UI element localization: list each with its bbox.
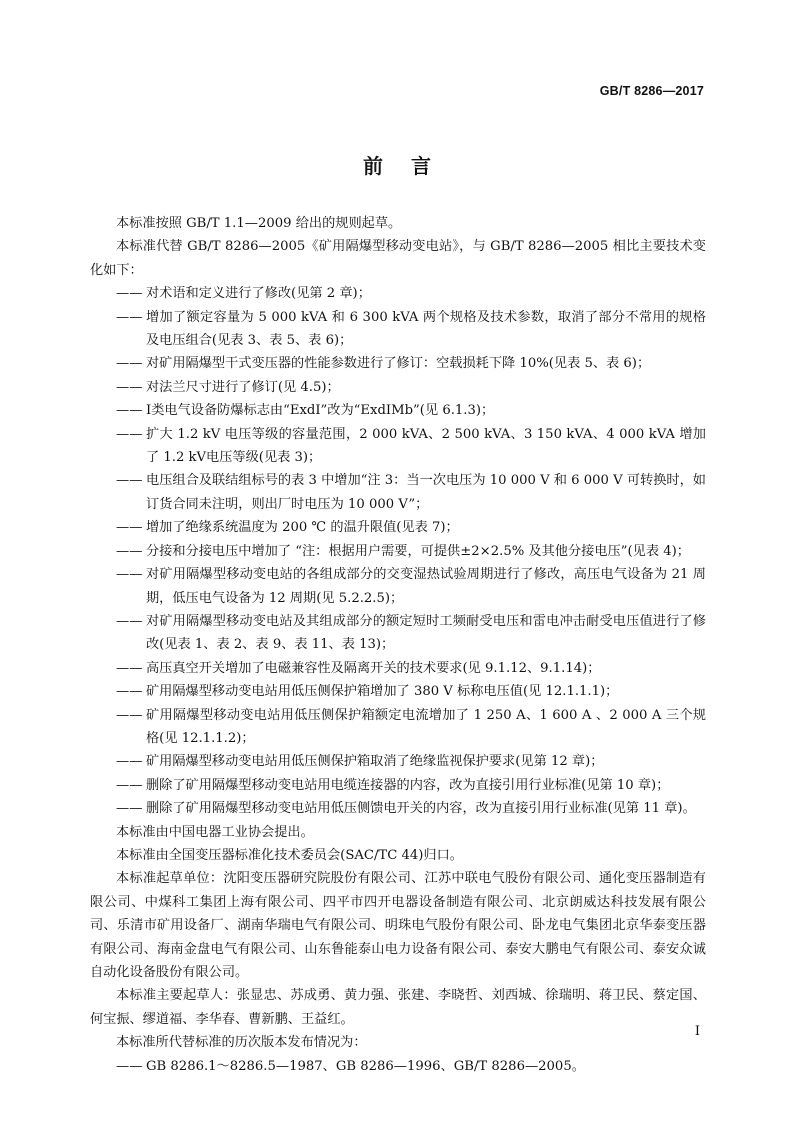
change-text: 对矿用隔爆型移动变电站及其组成部分的额定短时工频耐受电压和雷电冲击耐受电压值进行了修改(见表 1、表 2、表 9、表 11、表 13)； [146,613,706,653]
dash-mark: —— [116,309,143,325]
change-item [90,306,706,353]
change-text: 矿用隔爆型移动变电站用低压侧保护箱增加了 380 V 标称电压值(见 12.1.1.1)； [146,684,619,700]
change-item [90,657,706,680]
dash-mark: —— [116,801,143,817]
change-item [90,516,706,539]
change-text: 增加了额定容量为 5 000 kVA 和 6 300 kVA 两个规格及技术参数，取消了部分不常用的规格及电压组合(见表 3、表 5、表 6)； [146,309,706,349]
change-item [90,797,706,820]
change-item [90,774,706,797]
change-text: Ⅰ类电气设备防爆标志由“ExdⅠ”改为“ExdⅠMb”(见 6.1.3)； [146,403,495,419]
dash-mark: —— [116,356,143,372]
history-text: GB 8286.1～8286.5—1987、GB 8286—1996、GB/T 8286—2005。 [146,1058,585,1074]
dash-mark: —— [116,754,143,770]
dash-mark: —— [116,613,143,629]
change-text: 矿用隔爆型移动变电站用低压侧保护箱额定电流增加了 1 250 A、1 600 A 、2 000 A 三个规格(见 12.1.1.2)； [146,707,706,746]
change-text: 高压真空开关增加了电磁兼容性及隔离开关的技术要求(见 9.1.12、9.1.14)； [146,660,601,676]
change-text: 对术语和定义进行了修改(见第 2 章)； [146,286,371,302]
change-item [90,704,706,751]
change-item [90,610,706,657]
drafting-units: 本标准起草单位：沈阳变压器研究院股份有限公司、江苏中联电气股份有限公司、通化变压器制造有限公司、中煤科工集团上海有限公司、四平市四开电器设备制造有限公司、北京朗威达科技发展有限公司、乐清市矿用设备厂、湖南华瑞电气有限公司、明珠电气股份有限公司、卧龙电气集团北京华泰变压器有限公司、海南金盘电气有限公司、山东鲁能泰山电力设备有限公司、泰安大鹏电气有限公司、泰安众诚自动化设备股份有限公司。 [90,871,706,980]
change-item [90,563,706,610]
change-text: 对矿用隔爆型移动变电站的各组成部分的交变湿热试验周期进行了修改，高压电气设备为 21 周期，低压电气设备为 12 周期(见 5.2.2.5)； [146,567,706,606]
paragraph: 本标准所代替标准的历次版本发布情况为： [116,1035,367,1051]
dash-mark: —— [116,684,143,700]
change-item [90,282,706,305]
standard-code: GB/T 8286—2017 [599,84,704,98]
change-item [90,540,706,563]
dash-mark: —— [116,473,143,489]
change-text: 增加了绝缘系统温度为 200 ℃ 的温升限值(见表 7)； [146,520,459,536]
dash-mark: —— [116,379,143,395]
dash-mark: —— [116,520,143,536]
dash-mark: —— [116,1058,143,1074]
change-item [90,680,706,703]
change-text: 对矿用隔爆型干式变压器的性能参数进行了修订：空载损耗下降 10%(见表 5、表 6)； [146,356,651,372]
change-item [90,469,706,516]
page-title: 前言 [363,154,459,178]
dash-mark: —— [116,777,143,793]
dash-mark: —— [116,286,143,302]
change-text: 矿用隔爆型移动变电站用低压侧保护箱取消了绝缘监视保护要求(见第 12 章)； [146,754,604,770]
dash-mark: —— [116,426,143,442]
change-text: 删除了矿用隔爆型移动变电站用电缆连接器的内容，改为直接引用行业标准(见第 10 章)； [146,777,670,793]
change-item [90,399,706,422]
change-text: 分接和分接电压中增加了 “注：根据用户需要，可提供±2×2.5% 及其他分接电压”(见表 4)； [146,543,690,559]
change-item [90,750,706,773]
paragraph: 本标准由中国电器工业协会提出。 [116,824,314,840]
change-text: 删除了矿用隔爆型移动变电站用低压侧馈电开关的内容，改为直接引用行业标准(见第 11 章)。 [146,801,696,817]
change-text: 电压组合及联结组标号的表 3 中增加“注 3：当一次电压为 10 000 V 和 6 000 V 可转换时，如订货合同未注明，则出厂时电压为 10 000 V”； [146,473,706,512]
change-item [90,376,706,399]
paragraph: 本标准按照 GB/T 1.1—2009 给出的规则起草。 [116,216,402,231]
change-item [90,352,706,375]
dash-mark: —— [116,660,143,676]
change-text: 对法兰尺寸进行了修订(见 4.5)； [146,379,340,395]
dash-mark: —— [116,403,143,419]
dash-mark: —— [116,543,143,559]
dash-mark: —— [116,707,143,723]
drafters: 本标准主要起草人：张显忠、苏成勇、黄力强、张建、李晓哲、刘西城、徐瑞明、蒋卫民、蔡定国、何宝振、缪道福、李华春、曹新鹏、王益红。 [90,988,706,1027]
dash-mark: —— [116,567,143,583]
change-text: 扩大 1.2 kV 电压等级的容量范围，2 000 kVA、2 500 kVA、3 150 kVA、4 000 kVA 增加了 1.2 kV电压等级(见表 3)； [146,426,706,466]
history-item [90,1055,706,1078]
paragraph: 本标准由全国变压器标准化技术委员会(SAC/TC 44)归口。 [116,847,463,863]
foreword-body [90,212,706,1078]
page-number: Ⅰ [694,1024,700,1039]
change-item [90,423,706,470]
paragraph: 本标准代替 GB/T 8286—2005《矿用隔爆型移动变电站》，与 GB/T 8286—2005 相比主要技术变化如下： [90,239,706,278]
